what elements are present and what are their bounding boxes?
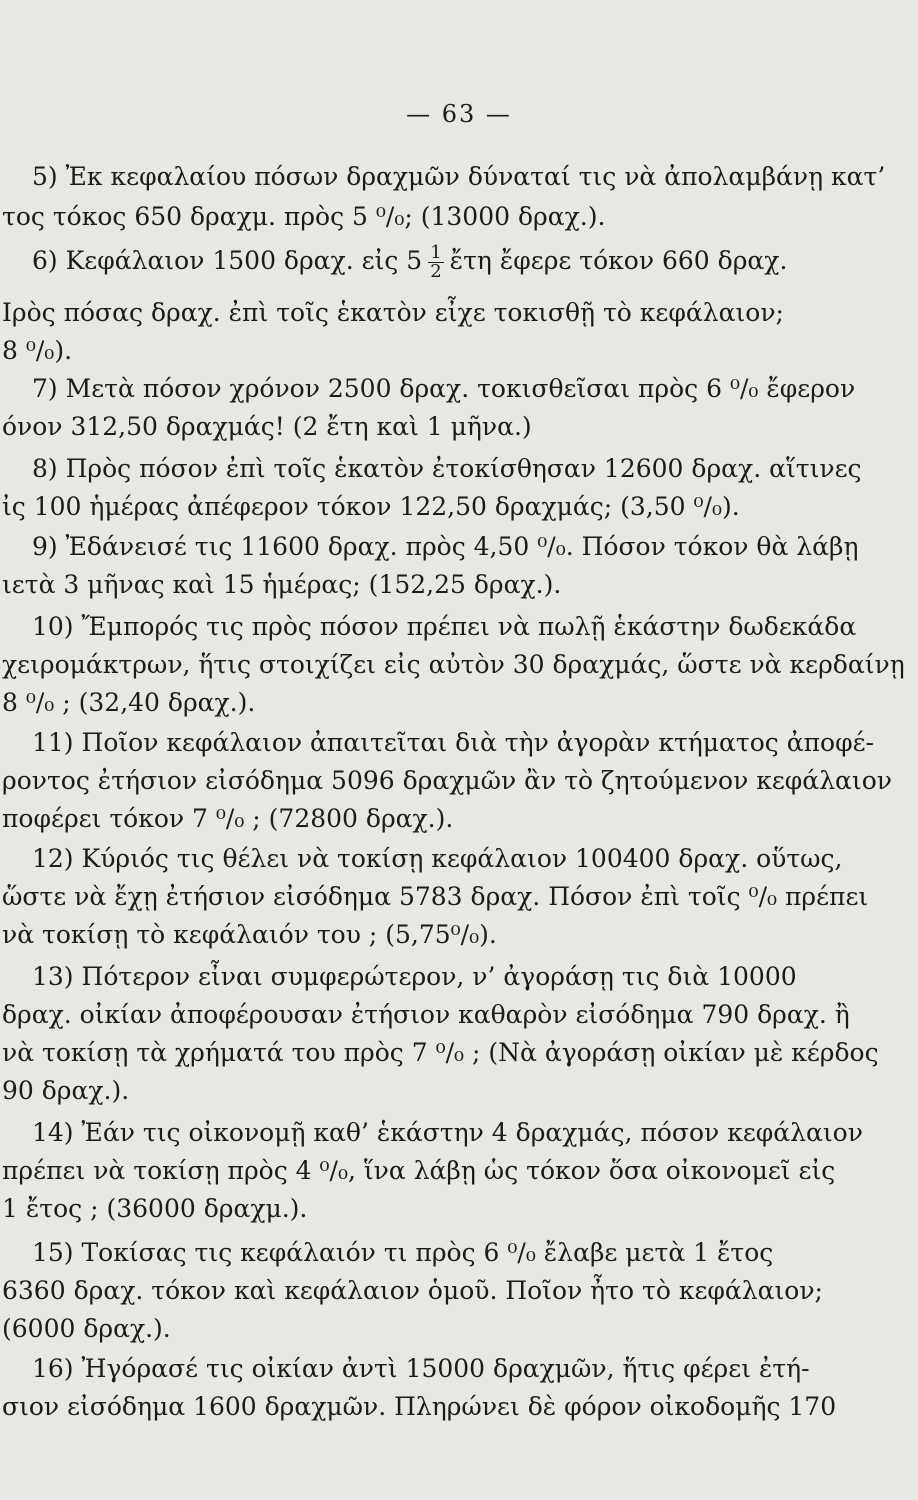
- problem-8-line-1: 8) Πρὸς πόσον ἐπὶ τοῖς ἑκατὸν ἐτοκίσθησαν 12600 δραχ. αἵτινες: [32, 454, 862, 483]
- problem-11-line-2: ροντος ἐτήσιον εἰσόδημα 5096 δραχμῶν ἂν τὸ ζητούμενον κεφάλαιον: [2, 766, 892, 795]
- problem-11-line-1: 11) Ποῖον κεφάλαιον ἀπαιτεῖται διὰ τὴν ἀγορὰν κτήματος ἀποφέ-: [32, 728, 874, 757]
- problem-14-line-3: 1 ἔτος ; (36000 δραχμ.).: [2, 1194, 308, 1223]
- problem-13-line-4: 90 δραχ.).: [2, 1076, 130, 1105]
- page-number: — 63 —: [406, 100, 512, 128]
- problem-5-line-1: 5) Ἐκ κεφαλαίου πόσων δραχμῶν δύναταί τις νὰ ἀπολαμβάνῃ κατ’: [32, 162, 886, 191]
- problem-14-line-1: 14) Ἐάν τις οἰκονομῇ καθ’ ἑκάστην 4 δραχμάς, πόσον κεφάλαιον: [32, 1118, 863, 1147]
- problem-12-line-2: ὥστε νὰ ἔχῃ ἐτήσιον εἰσόδημα 5783 δραχ. Πόσον ἐπὶ τοῖς ⁰/₀ πρέπει: [2, 882, 869, 911]
- problem-9-line-2: ιετὰ 3 μῆνας καὶ 15 ἡμέρας; (152,25 δραχ.).: [2, 570, 562, 599]
- problem-13-line-1: 13) Πότερον εἶναι συμφερώτερον, ν’ ἀγοράσῃ τις διὰ 10000: [32, 962, 797, 991]
- problem-16-line-1: 16) Ἠγόρασέ τις οἰκίαν ἀντὶ 15000 δραχμῶν, ἥτις φέρει ἐτή-: [32, 1354, 810, 1383]
- problem-5-line-2: τος τόκος 650 δραχμ. πρὸς 5 ⁰/₀; (13000 δραχ.).: [2, 202, 606, 231]
- problem-6-line-3: 8 ⁰/₀).: [2, 336, 73, 365]
- problem-10-line-3: 8 ⁰/₀ ; (32,40 δραχ.).: [2, 688, 256, 717]
- problem-11-line-3: ποφέρει τόκον 7 ⁰/₀ ; (72800 δραχ.).: [2, 804, 454, 833]
- problem-13-line-2: δραχ. οἰκίαν ἀποφέρουσαν ἐτήσιον καθαρὸν εἰσόδημα 790 δραχ. ἢ: [2, 1000, 850, 1029]
- problem-7-line-1: 7) Μετὰ πόσον χρόνον 2500 δραχ. τοκισθεῖσαι πρὸς 6 ⁰/₀ ἔφερον: [32, 374, 856, 403]
- problem-9-line-1: 9) Ἐδάνεισέ τις 11600 δραχ. πρὸς 4,50 ⁰/₀. Πόσον τόκον θὰ λάβῃ: [32, 532, 859, 561]
- problem-12-line-1: 12) Κύριός τις θέλει νὰ τοκίσῃ κεφάλαιον 100400 δραχ. οὕτως,: [32, 844, 843, 873]
- problem-15-line-3: (6000 δραχ.).: [2, 1314, 171, 1343]
- problem-7-line-2: όνον 312,50 δραχμάς! (2 ἔτη καὶ 1 μῆνα.): [2, 412, 532, 441]
- fraction-numerator: 1: [430, 244, 442, 263]
- problem-8-line-2: ἰς 100 ἡμέρας ἀπέφερον τόκον 122,50 δραχμάς; (3,50 ⁰/₀).: [2, 492, 740, 521]
- fraction-one-half: [428, 244, 443, 281]
- problem-15-line-2: 6360 δραχ. τόκον καὶ κεφάλαιον ὁμοῦ. Ποῖον ἦτο τὸ κεφάλαιον;: [2, 1276, 823, 1305]
- fraction-denominator: 2: [430, 261, 442, 281]
- problem-6-line-1: [0, 244, 918, 281]
- problem-6-line-1-start: 6) Κεφάλαιον 1500 δραχ. εἰς 5: [32, 246, 423, 275]
- problem-6-line-1-end: ἔτη ἔφερε τόκον 660 δραχ.: [449, 246, 788, 275]
- problem-16-line-2: σιον εἰσόδημα 1600 δραχμῶν. Πληρώνει δὲ φόρον οἰκοδομῆς 170: [2, 1392, 837, 1421]
- problem-6-line-2: Ιρὸς πόσας δραχ. ἐπὶ τοῖς ἑκατὸν εἶχε τοκισθῇ τὸ κεφάλαιον;: [2, 298, 784, 327]
- problem-15-line-1: 15) Τοκίσας τις κεφάλαιόν τι πρὸς 6 ⁰/₀ ἔλαβε μετὰ 1 ἔτος: [32, 1238, 774, 1267]
- problem-10-line-1: 10) Ἔμπορός τις πρὸς πόσον πρέπει νὰ πωλῇ ἑκάστην δωδεκάδα: [32, 612, 857, 641]
- problem-10-line-2: χειρομάκτρων, ἥτις στοιχίζει εἰς αὐτὸν 30 δραχμάς, ὥστε νὰ κερδαίνῃ: [2, 650, 905, 679]
- problem-13-line-3: νὰ τοκίσῃ τὰ χρήματά του πρὸς 7 ⁰/₀ ; (Νὰ ἀγοράσῃ οἰκίαν μὲ κέρδος: [2, 1038, 879, 1067]
- problem-12-line-3: νὰ τοκίσῃ τὸ κεφάλαιόν του ; (5,75⁰/₀).: [2, 920, 497, 949]
- problem-14-line-2: πρέπει νὰ τοκίσῃ πρὸς 4 ⁰/₀, ἵνα λάβῃ ὡς τόκον ὅσα οἰκονομεῖ εἰς: [2, 1156, 836, 1185]
